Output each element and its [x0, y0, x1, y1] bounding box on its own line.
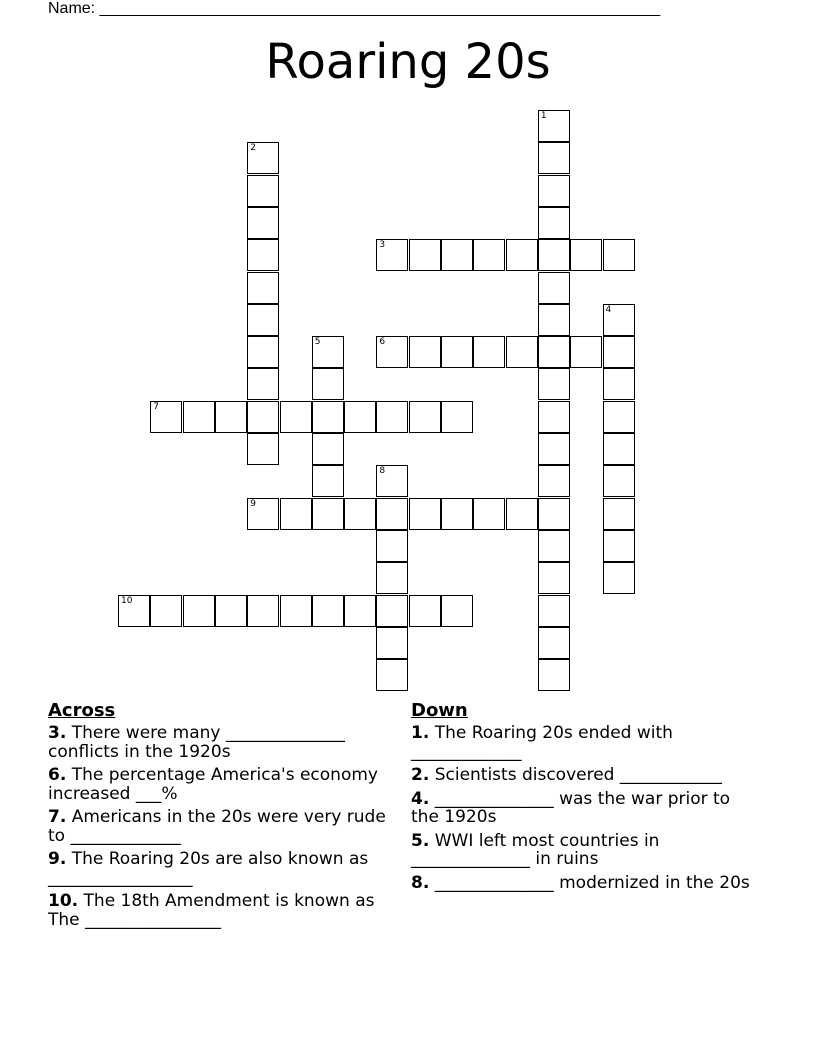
grid-cell[interactable]	[603, 336, 635, 368]
grid-cell[interactable]	[603, 465, 635, 497]
grid-cell[interactable]	[603, 562, 635, 594]
grid-cell[interactable]	[538, 498, 570, 530]
grid-cell[interactable]	[312, 401, 344, 433]
clue-number: 9.	[48, 849, 67, 869]
clue-text: Scientists discovered ____________	[434, 765, 722, 785]
grid-cell[interactable]	[150, 401, 182, 433]
grid-cell[interactable]	[247, 304, 279, 336]
grid-cell[interactable]	[441, 498, 473, 530]
grid-cell[interactable]	[376, 239, 408, 271]
clue-start-number: 10	[121, 595, 133, 606]
clue-text: The Roaring 20s are also known as _________________	[48, 849, 369, 888]
grid-cell[interactable]	[247, 433, 279, 465]
clue-text: Americans in the 20s were very rude to _____________	[48, 807, 386, 846]
across-clue-6	[48, 766, 393, 803]
grid-cell[interactable]	[570, 336, 602, 368]
across-clue-10	[48, 892, 393, 929]
grid-cell[interactable]	[150, 595, 182, 627]
grid-cell[interactable]	[376, 627, 408, 659]
grid-cell[interactable]	[603, 433, 635, 465]
grid-cell[interactable]	[538, 207, 570, 239]
grid-cell[interactable]	[376, 562, 408, 594]
page-title: Roaring 20s	[265, 34, 551, 90]
across-clue-7	[48, 808, 393, 845]
clue-number: 7.	[48, 807, 67, 827]
grid-cell[interactable]	[473, 239, 505, 271]
grid-cell[interactable]	[473, 336, 505, 368]
grid-cell[interactable]	[570, 239, 602, 271]
grid-cell[interactable]	[441, 239, 473, 271]
down-clues	[411, 700, 756, 897]
down-clue-2	[411, 766, 756, 785]
grid-cell[interactable]	[376, 336, 408, 368]
grid-cell[interactable]	[409, 401, 441, 433]
grid-cell[interactable]	[247, 498, 279, 530]
clue-start-number: 5	[314, 337, 321, 348]
grid-cell[interactable]	[538, 433, 570, 465]
grid-cell[interactable]	[538, 659, 570, 691]
grid-cell[interactable]	[538, 368, 570, 400]
clue-text: ______________ modernized in the 20s	[434, 872, 750, 893]
grid-cell[interactable]	[538, 530, 570, 562]
grid-cell[interactable]	[280, 401, 312, 433]
grid-cell[interactable]	[473, 498, 505, 530]
clue-start-number: 4	[605, 304, 612, 315]
grid-cell[interactable]	[538, 595, 570, 627]
clue-start-number: 9	[250, 498, 256, 509]
grid-cell[interactable]	[312, 498, 344, 530]
clue-start-number: 3	[379, 240, 386, 251]
grid-cell[interactable]	[538, 627, 570, 659]
grid-cell[interactable]	[247, 175, 279, 207]
grid-cell[interactable]	[215, 401, 247, 433]
grid-cell[interactable]	[247, 401, 279, 433]
grid-cell[interactable]	[538, 239, 570, 271]
grid-cell[interactable]	[118, 595, 150, 627]
grid-cell[interactable]	[312, 368, 344, 400]
clue-text: The 18th Amendment is known as The ________________	[48, 891, 375, 930]
clue-text: ______________ was the war prior to the 1920s	[411, 788, 731, 827]
grid-cell[interactable]	[247, 336, 279, 368]
grid-cell[interactable]	[376, 401, 408, 433]
down-heading: Down	[411, 700, 468, 721]
clue-start-number: 6	[379, 337, 386, 348]
grid-cell[interactable]	[376, 465, 408, 497]
grid-cell[interactable]	[441, 595, 473, 627]
clue-number: 6.	[48, 765, 67, 785]
grid-cell[interactable]	[344, 595, 376, 627]
clue-text: There were many ______________ conflicts in the 1920s	[48, 723, 345, 762]
grid-cell[interactable]	[247, 142, 279, 174]
grid-cell[interactable]	[441, 401, 473, 433]
grid-cell[interactable]	[344, 401, 376, 433]
grid-cell[interactable]	[441, 336, 473, 368]
clue-number: 4.	[411, 788, 430, 809]
grid-cell[interactable]	[247, 595, 279, 627]
grid-cell[interactable]	[280, 498, 312, 530]
grid-cell[interactable]	[312, 465, 344, 497]
grid-cell[interactable]	[409, 595, 441, 627]
across-heading: Across	[48, 700, 116, 721]
name-field-label: Name: _______________________________________________________________	[48, 0, 661, 17]
grid-cell[interactable]	[538, 401, 570, 433]
clue-number: 10.	[48, 891, 79, 911]
grid-cell[interactable]	[603, 498, 635, 530]
grid-cell[interactable]	[312, 336, 344, 368]
down-clue-5	[411, 832, 756, 869]
grid-cell[interactable]	[409, 336, 441, 368]
down-clue-1	[411, 724, 756, 761]
grid-cell[interactable]	[409, 239, 441, 271]
grid-cell[interactable]	[603, 304, 635, 336]
grid-cell[interactable]	[376, 530, 408, 562]
grid-cell[interactable]	[215, 595, 247, 627]
grid-cell[interactable]	[538, 336, 570, 368]
grid-cell[interactable]	[538, 272, 570, 304]
grid-cell[interactable]	[506, 239, 538, 271]
grid-cell[interactable]	[409, 498, 441, 530]
across-clues	[48, 700, 393, 934]
grid-cell[interactable]	[247, 272, 279, 304]
down-clue-8	[411, 874, 756, 893]
grid-cell[interactable]	[247, 239, 279, 271]
grid-cell[interactable]	[506, 336, 538, 368]
clue-start-number: 1	[540, 111, 547, 121]
grid-cell[interactable]	[247, 368, 279, 400]
across-clue-3	[48, 724, 393, 761]
grid-cell[interactable]	[344, 498, 376, 530]
grid-cell[interactable]	[183, 595, 215, 627]
grid-cell[interactable]	[538, 142, 570, 174]
grid-cell[interactable]	[603, 530, 635, 562]
grid-cell[interactable]	[538, 465, 570, 497]
down-clue-4	[411, 790, 756, 827]
grid-cell[interactable]	[376, 498, 408, 530]
clue-start-number: 2	[250, 143, 256, 154]
clue-text: WWI left most countries in ______________ in ruins	[411, 830, 660, 869]
clue-number: 1.	[411, 723, 430, 743]
grid-cell[interactable]	[603, 239, 635, 271]
clue-text: The Roaring 20s ended with _____________	[411, 723, 673, 762]
clue-number: 3.	[48, 723, 67, 743]
grid-cell[interactable]	[247, 207, 279, 239]
grid-cell[interactable]	[312, 433, 344, 465]
grid-cell[interactable]	[506, 498, 538, 530]
clue-start-number: 8	[379, 466, 386, 477]
grid-cell[interactable]	[538, 110, 570, 142]
clue-text: The percentage America's economy increased ___%	[48, 765, 378, 804]
grid-cell[interactable]	[603, 401, 635, 433]
grid-cell[interactable]	[280, 595, 312, 627]
clue-number: 5.	[411, 830, 430, 851]
grid-cell[interactable]	[538, 304, 570, 336]
clue-start-number: 7	[153, 401, 160, 412]
grid-cell[interactable]	[376, 595, 408, 627]
grid-cell[interactable]	[538, 562, 570, 594]
grid-cell[interactable]	[183, 401, 215, 433]
grid-cell[interactable]	[312, 595, 344, 627]
across-clue-9	[48, 850, 393, 887]
grid-cell[interactable]	[603, 368, 635, 400]
clue-number: 2.	[411, 765, 430, 785]
grid-cell[interactable]	[376, 659, 408, 691]
clue-number: 8.	[411, 872, 430, 893]
grid-cell[interactable]	[538, 175, 570, 207]
